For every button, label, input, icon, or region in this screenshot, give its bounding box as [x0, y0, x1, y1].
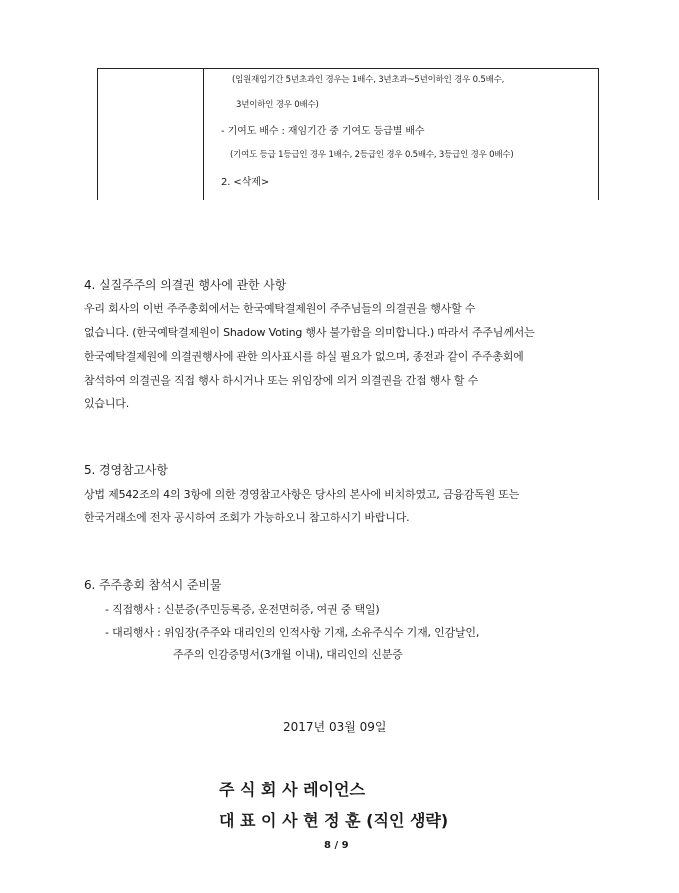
- paragraph-line: 우리 회사의 이번 주주총회에서는 한국예탁결제원이 주주님들의 의결권을 행사할 수: [84, 302, 476, 315]
- table-border-right: [598, 68, 599, 200]
- paragraph-line: 상법 제542조의 4의 3항에 의한 경영참고사항은 당사의 본사에 비치하였고, 금융감독원 또는: [84, 488, 520, 501]
- document-date: 2017년 03월 09일: [283, 720, 387, 734]
- section-heading: 4. 실질주주의 의결권 행사에 관한 사항: [84, 278, 287, 292]
- table-border-left: [97, 68, 98, 200]
- paragraph-line: 한국예탁결제원에 의결권행사에 관한 의사표시를 하실 필요가 없으며, 종전과 같이 주주총회에: [84, 350, 524, 363]
- paragraph-line: 없습니다. (한국예탁결제원이 Shadow Voting 행사 불가함을 의미합니다.) 따라서 주주님께서는: [84, 326, 535, 339]
- paragraph-line: 있습니다.: [84, 397, 130, 410]
- table-text-line: 2. <삭제>: [221, 177, 270, 188]
- paragraph-line: 한국거래소에 전자 공시하여 조회가 가능하오니 참고하시기 바랍니다.: [84, 511, 410, 524]
- ceo-signature: 대 표 이 사 현 정 훈 (직인 생략): [219, 811, 449, 830]
- table-text-line: 3년이하인 경우 0배수): [236, 100, 319, 110]
- paragraph-line: 참석하여 의결권을 직접 행사 하시거나 또는 위임장에 의거 의결권을 간접 행사 할 수: [84, 374, 479, 387]
- company-name: 주 식 회 사 레이언스: [219, 780, 365, 799]
- table-border-top: [97, 68, 599, 69]
- page-number: 8 / 9: [324, 840, 349, 851]
- table-column-divider: [203, 68, 204, 200]
- list-item: - 대리행사 : 위임장(주주와 대리인의 인적사항 기재, 소유주식수 기재, 인감날인,: [105, 626, 480, 639]
- list-item-continuation: 주주의 인감증명서(3개월 이내), 대리인의 신분증: [173, 648, 403, 661]
- section-heading: 6. 주주총회 참석시 준비물: [84, 578, 222, 592]
- table-text-line: (기여도 등급 1등급인 경우 1배수, 2등급인 경우 0.5배수, 3등급인 경우 0배수): [230, 150, 514, 160]
- list-item: - 직접행사 : 신분증(주민등록증, 운전면허증, 여권 중 택일): [105, 603, 380, 616]
- table-text-line: (임원재임기간 5년초과인 경우는 1배수, 3년초과~5년이하인 경우 0.5배수,: [232, 75, 505, 85]
- section-heading: 5. 경영참고사항: [84, 463, 168, 477]
- table-text-line: - 기여도 배수 : 재임기간 중 기여도 등급별 배수: [221, 126, 425, 137]
